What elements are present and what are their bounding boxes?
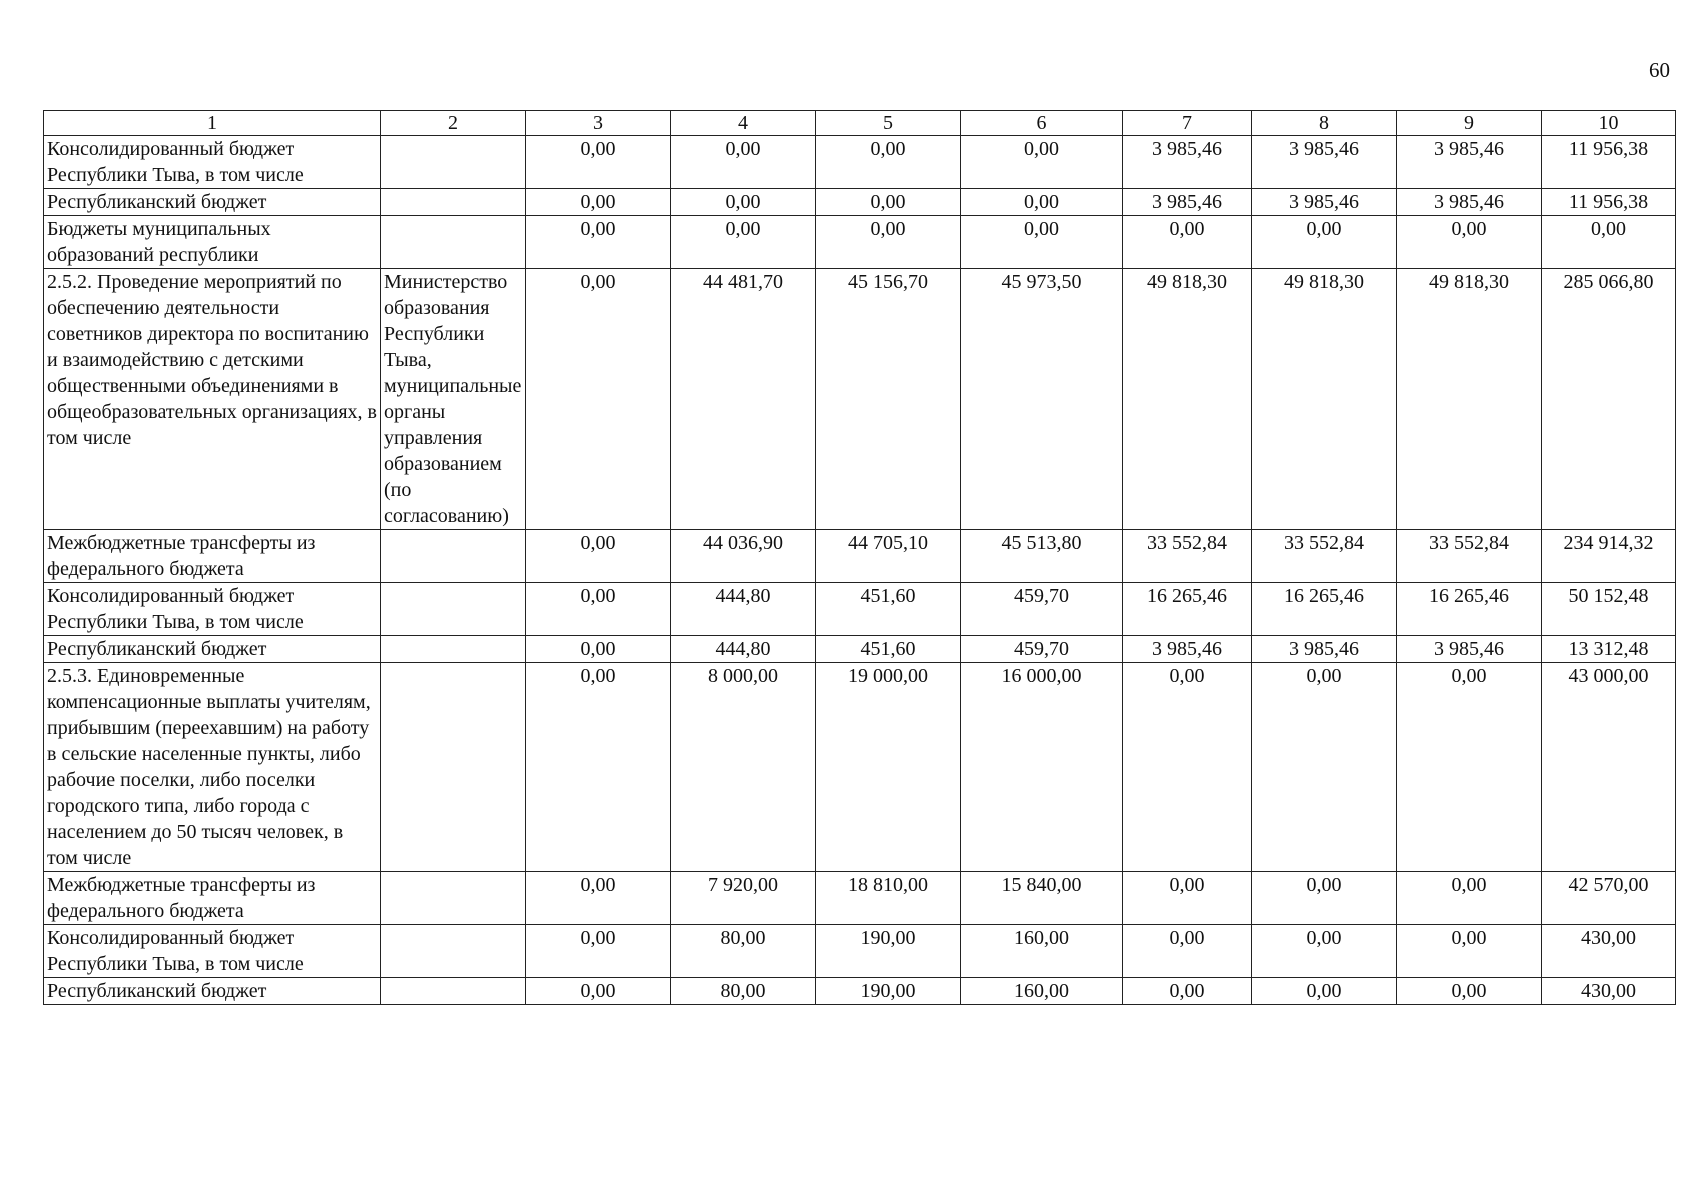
row-value: 0,00	[1252, 872, 1397, 925]
row-value: 0,00	[526, 189, 671, 216]
row-value: 0,00	[1397, 925, 1542, 978]
table-header	[44, 111, 1676, 136]
row-value: 45 156,70	[816, 269, 961, 530]
row-value: 80,00	[671, 925, 816, 978]
row-total: 285 066,80	[1542, 269, 1676, 530]
row-value: 45 973,50	[961, 269, 1123, 530]
row-value: 0,00	[1397, 216, 1542, 269]
row-value: 49 818,30	[1123, 269, 1252, 530]
row-value: 0,00	[1397, 872, 1542, 925]
column-header: 6	[961, 111, 1123, 136]
row-value: 444,80	[671, 583, 816, 636]
table-row	[44, 136, 1676, 189]
row-name: Межбюджетные трансферты из федерального бюджета	[44, 530, 381, 583]
row-value: 0,00	[526, 872, 671, 925]
row-value: 160,00	[961, 925, 1123, 978]
row-total: 11 956,38	[1542, 189, 1676, 216]
column-header: 8	[1252, 111, 1397, 136]
row-value: 0,00	[526, 216, 671, 269]
row-name: Консолидированный бюджет Республики Тыва, в том числе	[44, 583, 381, 636]
row-total: 43 000,00	[1542, 663, 1676, 872]
row-value: 0,00	[816, 216, 961, 269]
column-header: 4	[671, 111, 816, 136]
row-value: 0,00	[526, 136, 671, 189]
row-responsible	[381, 925, 526, 978]
row-value: 451,60	[816, 583, 961, 636]
row-value: 19 000,00	[816, 663, 961, 872]
row-value: 3 985,46	[1397, 636, 1542, 663]
row-value: 49 818,30	[1397, 269, 1542, 530]
row-value: 0,00	[1397, 663, 1542, 872]
row-value: 190,00	[816, 978, 961, 1005]
row-value: 444,80	[671, 636, 816, 663]
row-value: 0,00	[1123, 978, 1252, 1005]
row-total: 11 956,38	[1542, 136, 1676, 189]
row-value: 0,00	[671, 189, 816, 216]
row-responsible	[381, 872, 526, 925]
row-responsible: Министерство образования Республики Тыва, муниципальные органы управления образованием (по согласованию)	[381, 269, 526, 530]
row-name: Консолидированный бюджет Республики Тыва, в том числе	[44, 925, 381, 978]
row-total: 13 312,48	[1542, 636, 1676, 663]
row-total: 0,00	[1542, 216, 1676, 269]
row-value: 0,00	[1397, 978, 1542, 1005]
row-value: 3 985,46	[1123, 136, 1252, 189]
row-total: 42 570,00	[1542, 872, 1676, 925]
row-value: 3 985,46	[1123, 189, 1252, 216]
row-value: 45 513,80	[961, 530, 1123, 583]
row-value: 0,00	[1123, 663, 1252, 872]
row-responsible	[381, 636, 526, 663]
row-name: Республиканский бюджет	[44, 189, 381, 216]
row-value: 0,00	[671, 216, 816, 269]
row-value: 80,00	[671, 978, 816, 1005]
row-value: 0,00	[1252, 925, 1397, 978]
row-value: 0,00	[1123, 872, 1252, 925]
row-name: Республиканский бюджет	[44, 978, 381, 1005]
row-total: 430,00	[1542, 925, 1676, 978]
row-value: 18 810,00	[816, 872, 961, 925]
row-value: 15 840,00	[961, 872, 1123, 925]
row-value: 33 552,84	[1397, 530, 1542, 583]
row-total: 50 152,48	[1542, 583, 1676, 636]
row-value: 3 985,46	[1397, 189, 1542, 216]
table-row	[44, 925, 1676, 978]
column-header: 10	[1542, 111, 1676, 136]
row-responsible	[381, 978, 526, 1005]
row-value: 459,70	[961, 583, 1123, 636]
column-number-row	[44, 111, 1676, 136]
page-number: 60	[1649, 58, 1670, 82]
row-responsible	[381, 583, 526, 636]
row-value: 3 985,46	[1397, 136, 1542, 189]
row-value: 0,00	[1123, 925, 1252, 978]
row-value: 0,00	[526, 978, 671, 1005]
row-value: 7 920,00	[671, 872, 816, 925]
row-responsible	[381, 136, 526, 189]
column-header: 5	[816, 111, 961, 136]
row-value: 3 985,46	[1252, 189, 1397, 216]
row-name: Республиканский бюджет	[44, 636, 381, 663]
row-name: 2.5.3. Единовременные компенсационные выплаты учителям, прибывшим (переехавшим) на работу в сельские населенные пункты, либо рабочие поселки, либо поселки городского типа, либо города с населением до 50 тысяч человек, в том числе	[44, 663, 381, 872]
row-value: 8 000,00	[671, 663, 816, 872]
row-value: 44 705,10	[816, 530, 961, 583]
column-header: 1	[44, 111, 381, 136]
row-value: 3 985,46	[1252, 136, 1397, 189]
row-value: 33 552,84	[1252, 530, 1397, 583]
row-value: 451,60	[816, 636, 961, 663]
row-responsible	[381, 189, 526, 216]
table-body	[44, 136, 1676, 1005]
row-name: 2.5.2. Проведение мероприятий по обеспечению деятельности советников директора по воспитанию и взаимодействию с детскими общественными объединениями в общеобразовательных организациях, в том числе	[44, 269, 381, 530]
row-value: 0,00	[526, 663, 671, 872]
row-value: 0,00	[1252, 663, 1397, 872]
row-value: 0,00	[526, 269, 671, 530]
row-value: 0,00	[816, 189, 961, 216]
row-value: 16 265,46	[1252, 583, 1397, 636]
column-header: 7	[1123, 111, 1252, 136]
row-responsible	[381, 216, 526, 269]
row-value: 16 265,46	[1397, 583, 1542, 636]
row-responsible	[381, 663, 526, 872]
row-total: 234 914,32	[1542, 530, 1676, 583]
row-value: 49 818,30	[1252, 269, 1397, 530]
row-responsible	[381, 530, 526, 583]
row-value: 0,00	[526, 925, 671, 978]
row-name: Консолидированный бюджет Республики Тыва, в том числе	[44, 136, 381, 189]
row-value: 0,00	[961, 216, 1123, 269]
row-value: 0,00	[671, 136, 816, 189]
row-value: 33 552,84	[1123, 530, 1252, 583]
row-name: Бюджеты муниципальных образований республики	[44, 216, 381, 269]
row-value: 190,00	[816, 925, 961, 978]
column-header: 3	[526, 111, 671, 136]
row-value: 44 481,70	[671, 269, 816, 530]
row-value: 0,00	[1252, 978, 1397, 1005]
row-value: 16 000,00	[961, 663, 1123, 872]
row-value: 16 265,46	[1123, 583, 1252, 636]
row-value: 0,00	[961, 189, 1123, 216]
row-name: Межбюджетные трансферты из федерального бюджета	[44, 872, 381, 925]
table-row	[44, 636, 1676, 663]
table-row	[44, 978, 1676, 1005]
row-value: 0,00	[526, 583, 671, 636]
row-total: 430,00	[1542, 978, 1676, 1005]
row-value: 3 985,46	[1252, 636, 1397, 663]
row-value: 0,00	[961, 136, 1123, 189]
row-value: 0,00	[1123, 216, 1252, 269]
table-row	[44, 269, 1676, 530]
row-value: 44 036,90	[671, 530, 816, 583]
budget-table	[43, 110, 1676, 1005]
row-value: 0,00	[816, 136, 961, 189]
row-value: 160,00	[961, 978, 1123, 1005]
table-row	[44, 583, 1676, 636]
row-value: 3 985,46	[1123, 636, 1252, 663]
row-value: 0,00	[526, 530, 671, 583]
table-row	[44, 872, 1676, 925]
column-header: 2	[381, 111, 526, 136]
row-value: 0,00	[526, 636, 671, 663]
row-value: 459,70	[961, 636, 1123, 663]
table-row	[44, 216, 1676, 269]
table-row	[44, 189, 1676, 216]
table-row	[44, 530, 1676, 583]
column-header: 9	[1397, 111, 1542, 136]
row-value: 0,00	[1252, 216, 1397, 269]
table-row	[44, 663, 1676, 872]
